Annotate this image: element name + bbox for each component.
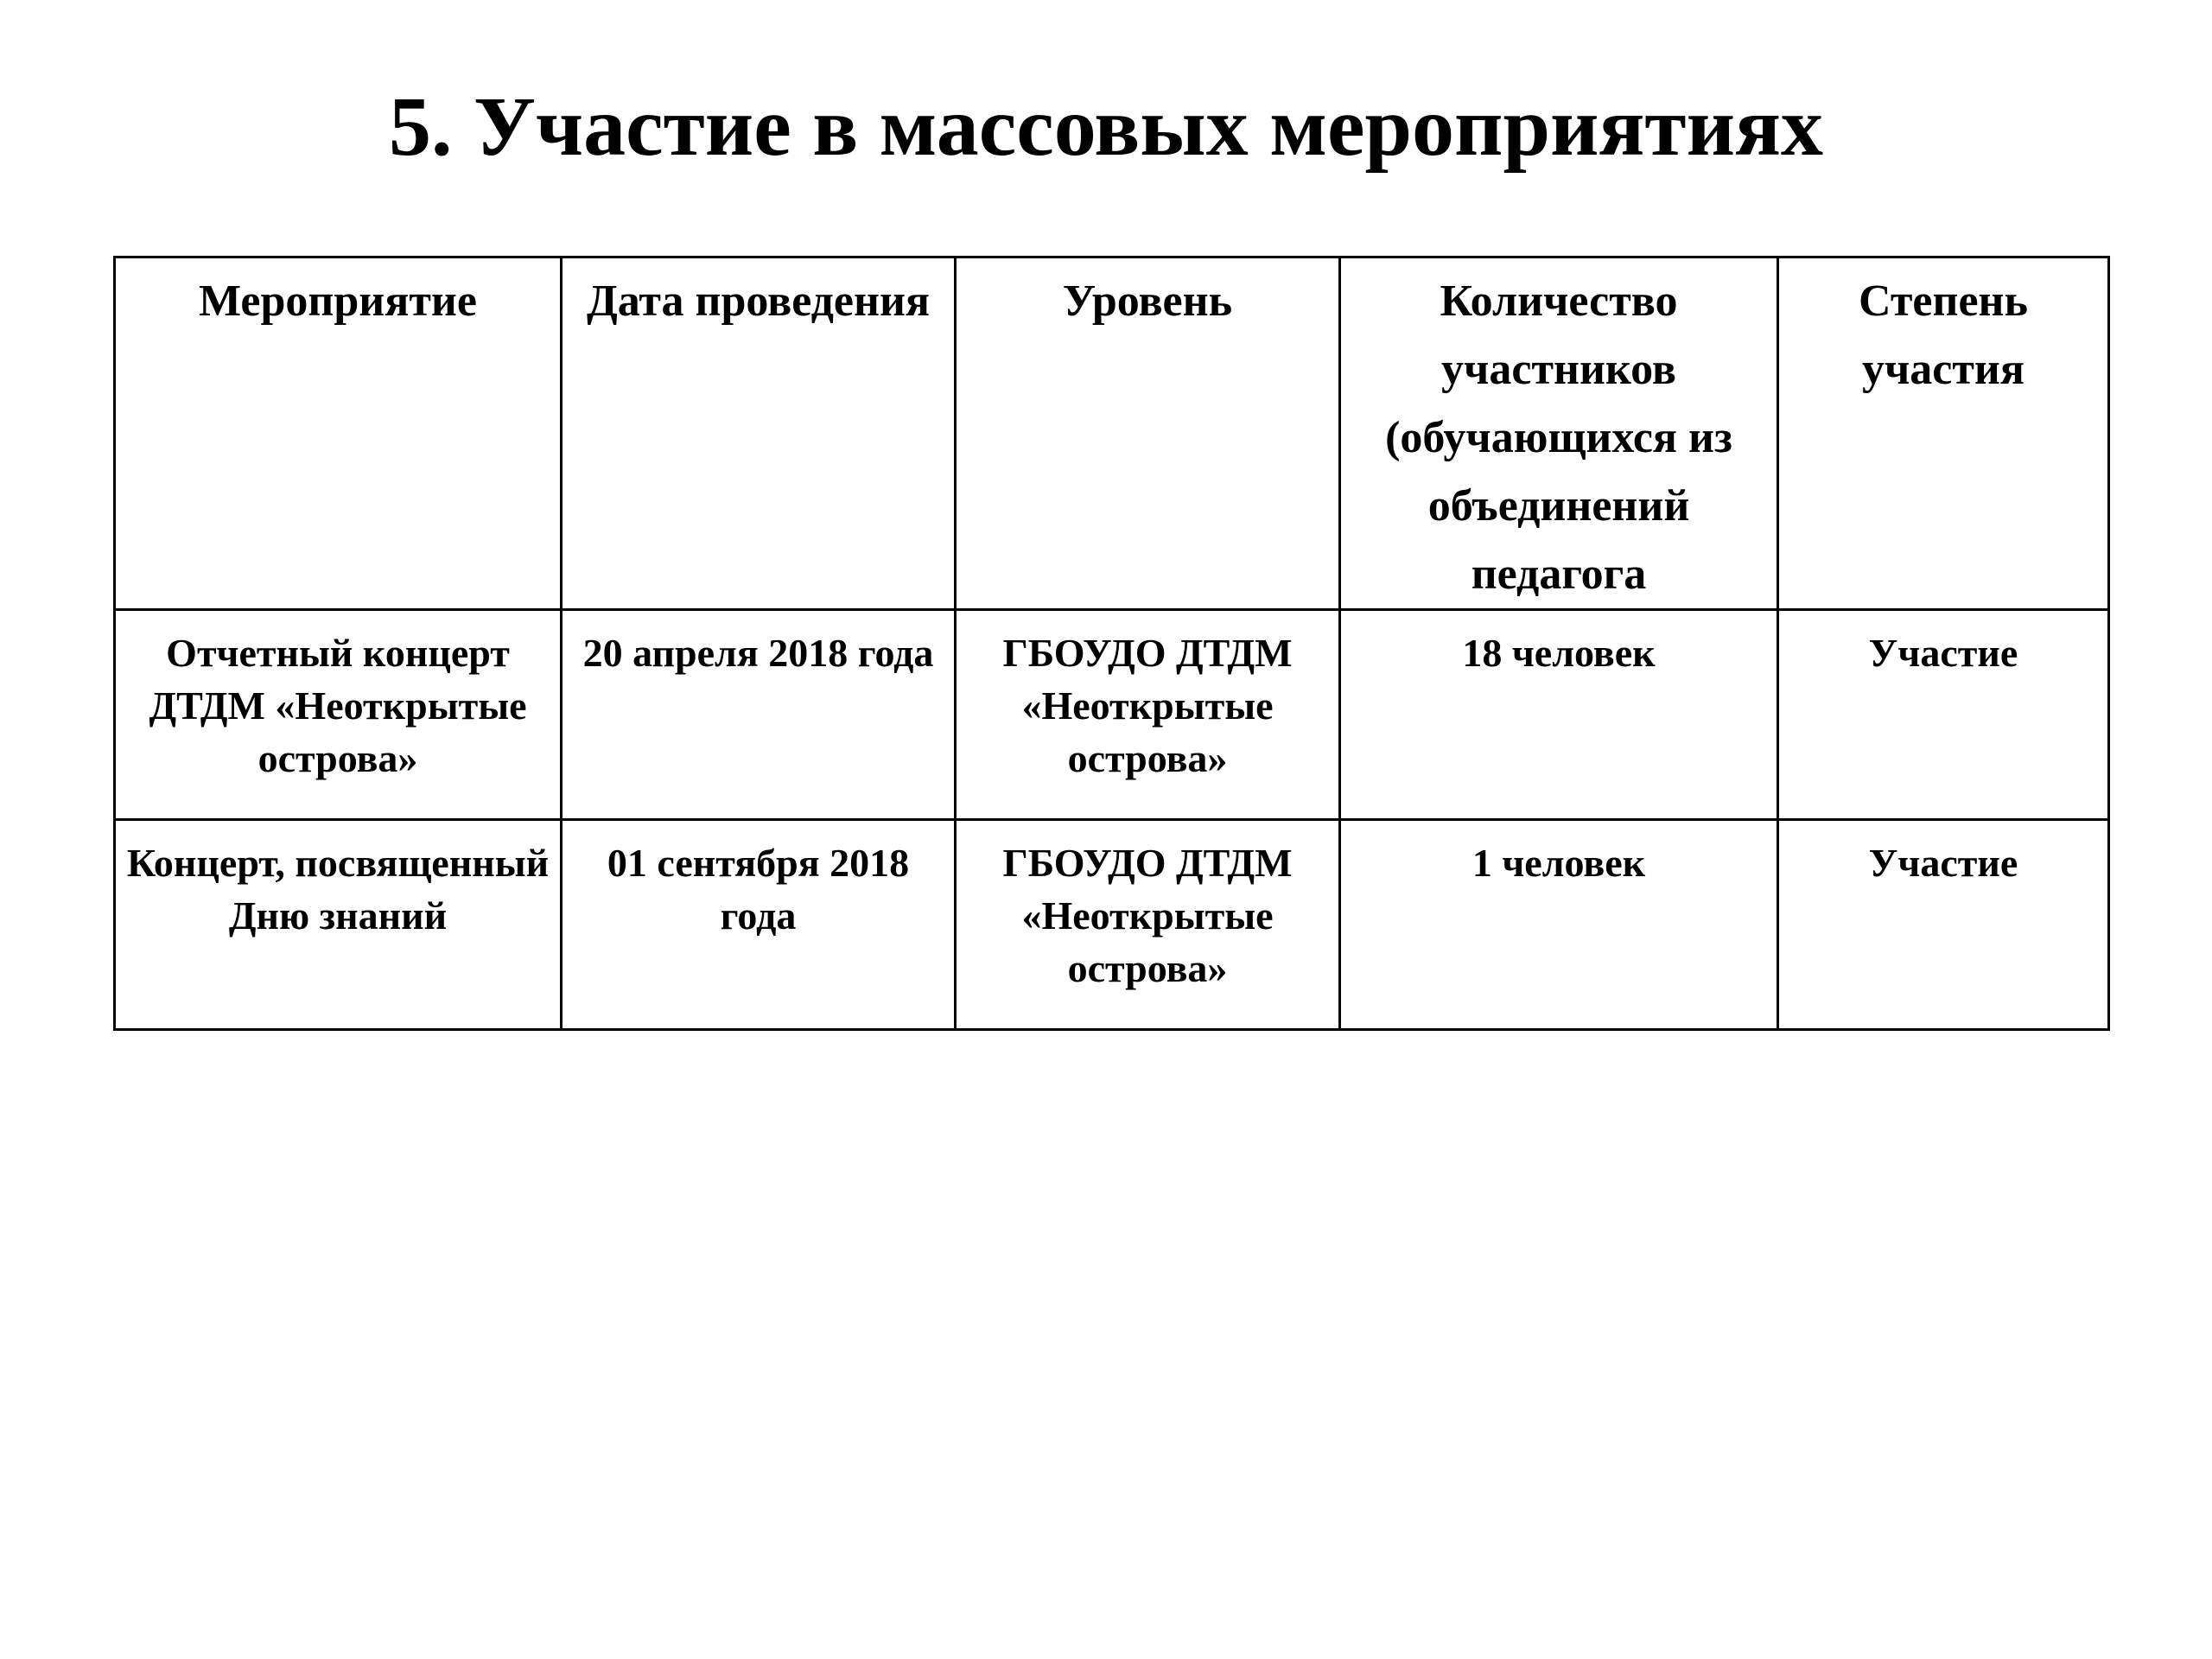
column-header-degree: Степень участия — [1778, 257, 2109, 610]
column-header-participants: Количество участников (обучающихся из объединений педагога — [1340, 257, 1778, 610]
cell-degree: Участие — [1778, 820, 2109, 1030]
cell-degree: Участие — [1778, 610, 2109, 820]
column-header-event: Мероприятие — [115, 257, 562, 610]
cell-date: 01 сентября 2018 года — [562, 820, 956, 1030]
column-header-date: Дата проведения — [562, 257, 956, 610]
cell-participants: 1 человек — [1340, 820, 1778, 1030]
cell-level: ГБОУДО ДТДМ «Неоткрытые острова» — [956, 610, 1340, 820]
table-header-row — [115, 257, 2109, 610]
cell-event: Концерт, посвященный Дню знаний — [115, 820, 562, 1030]
page-title: 5. Участие в массовых мероприятиях — [388, 80, 1824, 174]
column-header-level: Уровень — [956, 257, 1340, 610]
events-table — [113, 256, 2110, 1031]
table-row — [115, 820, 2109, 1030]
table-row — [115, 610, 2109, 820]
cell-event: Отчетный концерт ДТДМ «Неоткрытые острова» — [115, 610, 562, 820]
cell-level: ГБОУДО ДТДМ «Неоткрытые острова» — [956, 820, 1340, 1030]
cell-date: 20 апреля 2018 года — [562, 610, 956, 820]
cell-participants: 18 человек — [1340, 610, 1778, 820]
